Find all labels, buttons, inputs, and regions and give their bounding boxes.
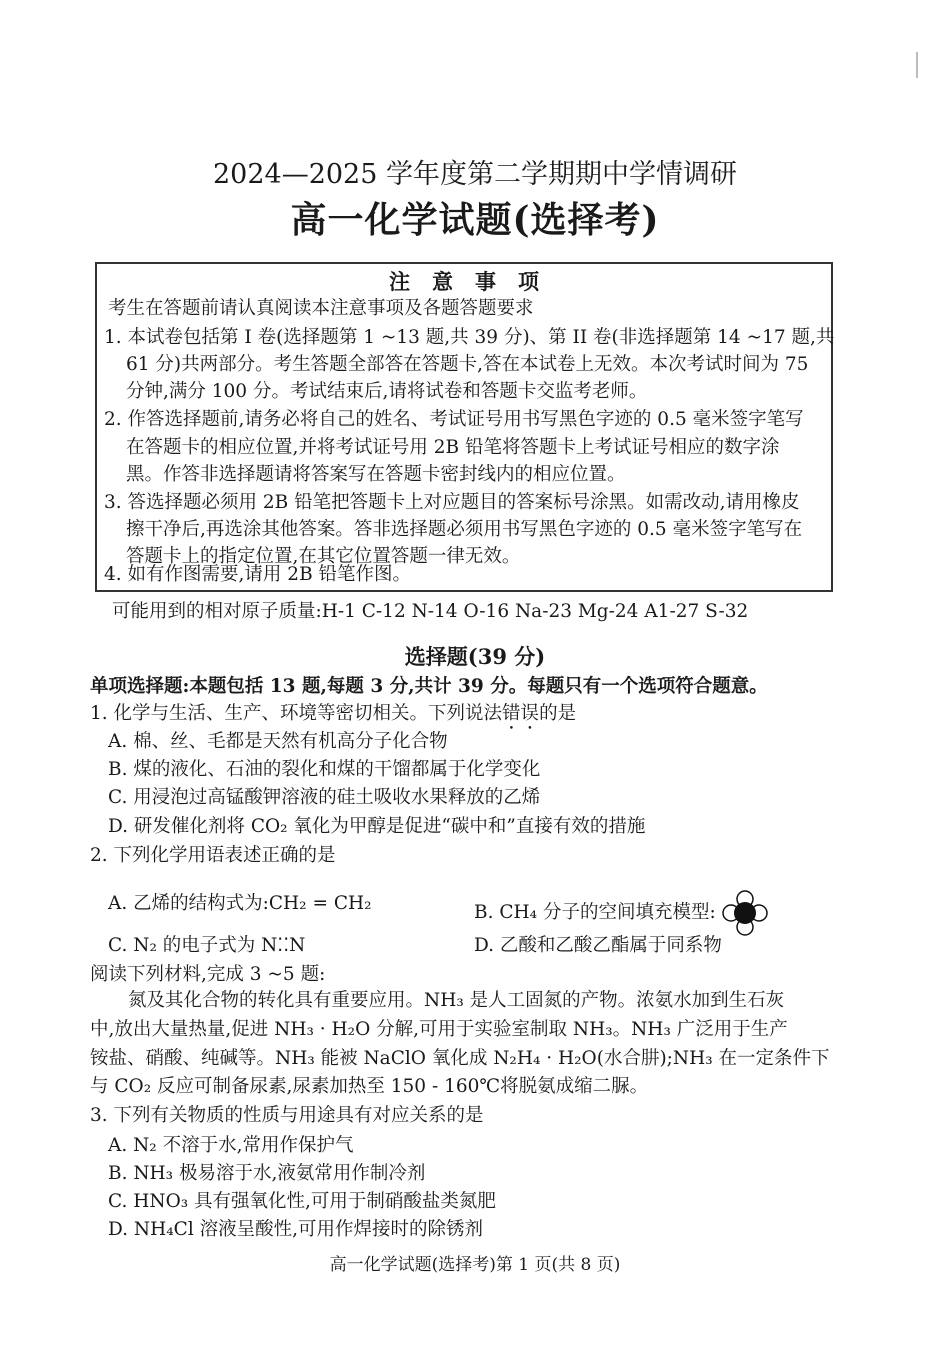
notice-line: 黑。作答非选择题请将答案写在答题卡密封线内的相应位置。 [126, 464, 626, 485]
reading-intro: 阅读下列材料,完成 3 ~5 题: [90, 964, 326, 985]
question-3-option-b: B. NH₃ 极易溶于水,液氨常用作制冷剂 [108, 1163, 426, 1184]
question-3-option-d: D. NH₄Cl 溶液呈酸性,可用作焊接时的除锈剂 [108, 1219, 484, 1240]
reading-line: 铵盐、硝酸、纯碱等。NH₃ 能被 NaClO 氧化成 N₂H₄ · H₂O(水合肼);NH₃ 在一定条件下 [90, 1048, 830, 1069]
notice-line: 61 分)共两部分。考生答题全部答在答题卡,答在本试卷上无效。本次考试时间为 75 [126, 354, 809, 375]
reading-line: 氮及其化合物的转化具有重要应用。NH₃ 是人工固氮的产物。浓氨水加到生石灰 [128, 990, 785, 1011]
exam-title: 高一化学试题(选择考) [290, 199, 660, 241]
notice-intro: 考生在答题前请认真阅读本注意事项及各题答题要求 [108, 298, 534, 319]
question-2-option-b [474, 890, 768, 936]
exam-header: 2024—2025 学年度第二学期期中学情调研 [212, 159, 737, 190]
scan-edge-mark [916, 52, 918, 78]
notice-line: 答题卡上的指定位置,在其它位置答题一律无效。 [126, 546, 521, 567]
notice-line: 4. 如有作图需要,请用 2B 铅笔作图。 [104, 564, 412, 585]
notice-heading: 注意事项 [389, 269, 561, 294]
question-1-emphasis: 错误 [502, 703, 540, 724]
question-3-option-c: C. HNO₃ 具有强氧化性,可用于制硝酸盐类氮肥 [108, 1191, 496, 1212]
question-1-option-a: A. 棉、丝、毛都是天然有机高分子化合物 [108, 731, 448, 752]
question-1-option-b: B. 煤的液化、石油的裂化和煤的干馏都属于化学变化 [108, 759, 541, 780]
atomic-masses: 可能用到的相对原子质量:H-1 C-12 N-14 O-16 Na-23 Mg-24 A1-27 S-32 [112, 601, 749, 622]
section-title: 选择题(39 分) [404, 644, 546, 669]
reading-line: 与 CO₂ 反应可制备尿素,尿素加热至 150 - 160℃将脱氨成缩二脲。 [90, 1076, 649, 1097]
question-2-option-a: A. 乙烯的结构式为:CH₂ = CH₂ [108, 893, 372, 914]
reading-line: 中,放出大量热量,促进 NH₃ · H₂O 分解,可用于实验室制取 NH₃。NH₃ 广泛用于生产 [90, 1019, 788, 1040]
notice-line: 2. 作答选择题前,请务必将自己的姓名、考试证号用书写黑色字迹的 0.5 毫米签字笔写 [104, 409, 804, 430]
notice-line: 擦干净后,再选涂其他答案。答非选择题必须用书写黑色字迹的 0.5 毫米签字笔写在 [126, 519, 803, 540]
question-2-option-c: C. N₂ 的电子式为 N⁚⁚N [108, 935, 306, 956]
question-2-option-d: D. 乙酸和乙酸乙酯属于同系物 [474, 935, 722, 956]
question-1-stem-text: 1. 化学与生活、生产、环境等密切相关。下列说法 [90, 703, 503, 724]
question-1-stem-end: 的是 [539, 703, 577, 724]
question-2-stem: 2. 下列化学用语表述正确的是 [90, 845, 336, 866]
methane-space-filling-model-icon [722, 890, 768, 936]
question-2-option-b-text: B. CH₄ 分子的空间填充模型: [474, 902, 716, 923]
question-3-option-a: A. N₂ 不溶于水,常用作保护气 [108, 1135, 354, 1156]
question-3-stem: 3. 下列有关物质的性质与用途具有对应关系的是 [90, 1105, 484, 1126]
notice-line: 3. 答选择题必须用 2B 铅笔把答题卡上对应题目的答案标号涂黑。如需改动,请用橡皮 [104, 492, 800, 513]
section-instruction: 单项选择题:本题包括 13 题,每题 3 分,共计 39 分。每题只有一个选项符合题意。 [90, 676, 768, 697]
question-1-option-c: C. 用浸泡过高锰酸钾溶液的硅土吸收水果释放的乙烯 [108, 787, 541, 808]
question-1-option-d: D. 研发催化剂将 CO₂ 氧化为甲醇是促进“碳中和”直接有效的措施 [108, 816, 646, 837]
notice-line: 在答题卡的相应位置,并将考试证号用 2B 铅笔将答题卡上考试证号相应的数字涂 [126, 437, 780, 458]
notice-line: 分钟,满分 100 分。考试结束后,请将试卷和答题卡交监考老师。 [126, 381, 648, 402]
page-footer: 高一化学试题(选择考)第 1 页(共 8 页) [329, 1255, 621, 1275]
notice-line: 1. 本试卷包括第 I 卷(选择题第 1 ~13 题,共 39 分)、第 II 卷(非选择题第 14 ~17 题,共 [104, 327, 835, 348]
